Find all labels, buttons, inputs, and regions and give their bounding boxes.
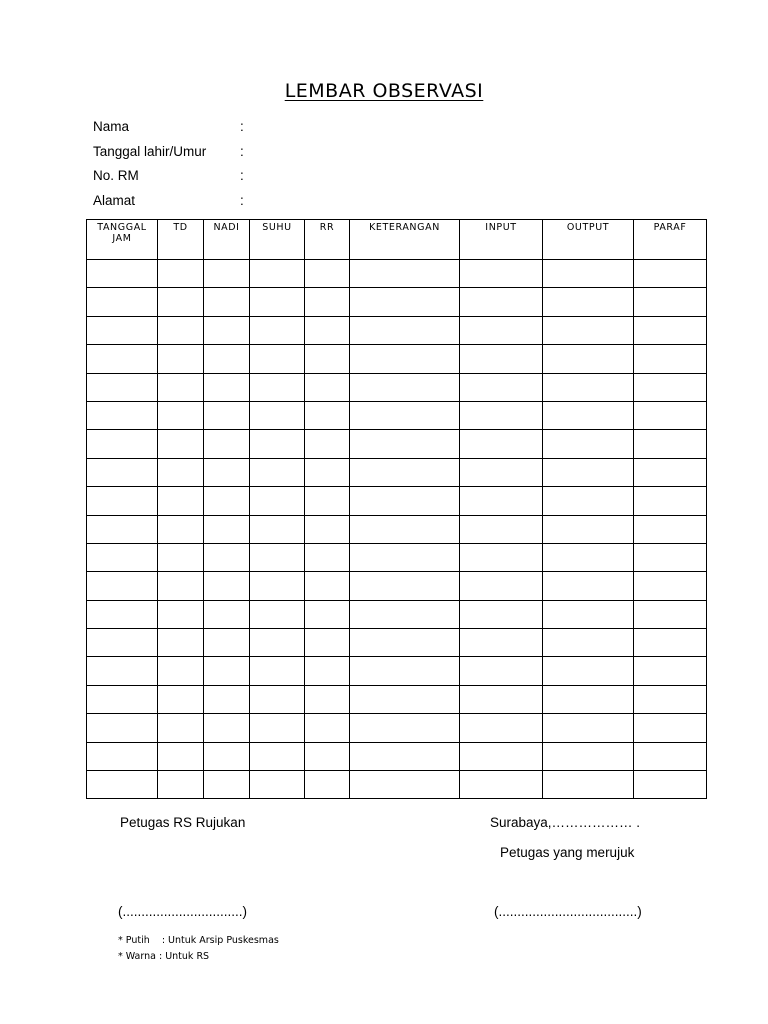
table-cell <box>350 316 460 344</box>
header-suhu: SUHU <box>250 220 305 260</box>
table-cell <box>158 685 204 713</box>
table-cell <box>158 771 204 799</box>
table-cell <box>543 430 634 458</box>
table-row <box>87 430 707 458</box>
table-cell <box>350 543 460 571</box>
table-cell <box>158 629 204 657</box>
table-cell <box>158 373 204 401</box>
table-cell <box>350 714 460 742</box>
table-cell <box>204 600 250 628</box>
table-cell <box>158 458 204 486</box>
table-cell <box>305 685 350 713</box>
table-cell <box>543 543 634 571</box>
table-row <box>87 288 707 316</box>
header-keterangan: KETERANGAN <box>350 220 460 260</box>
table-cell <box>634 260 707 288</box>
table-cell <box>204 260 250 288</box>
table-cell <box>634 345 707 373</box>
table-cell <box>305 373 350 401</box>
field-colon-no-rm: : <box>240 168 244 183</box>
table-row <box>87 714 707 742</box>
table-cell <box>250 572 305 600</box>
table-cell <box>543 600 634 628</box>
table-row <box>87 685 707 713</box>
table-cell <box>87 401 158 429</box>
table-cell <box>460 629 543 657</box>
table-cell <box>543 316 634 344</box>
petugas-yang-merujuk-label: Petugas yang merujuk <box>500 845 635 860</box>
table-cell <box>634 515 707 543</box>
table-cell <box>158 260 204 288</box>
table-cell <box>204 345 250 373</box>
table-cell <box>460 714 543 742</box>
table-cell <box>543 487 634 515</box>
table-cell <box>250 685 305 713</box>
table-cell <box>543 572 634 600</box>
table-cell <box>305 771 350 799</box>
table-row <box>87 260 707 288</box>
table-cell <box>350 373 460 401</box>
table-cell <box>350 401 460 429</box>
table-cell <box>305 742 350 770</box>
right-signature-line: (.....................................) <box>494 904 642 919</box>
table-cell <box>87 714 158 742</box>
table-cell <box>350 430 460 458</box>
petugas-rs-rujukan-label: Petugas RS Rujukan <box>120 815 246 830</box>
table-cell <box>87 572 158 600</box>
table-cell <box>87 543 158 571</box>
table-row <box>87 629 707 657</box>
table-cell <box>87 771 158 799</box>
table-cell <box>204 401 250 429</box>
table-cell <box>350 600 460 628</box>
table-cell <box>204 742 250 770</box>
table-cell <box>634 572 707 600</box>
table-cell <box>460 572 543 600</box>
table-cell <box>250 742 305 770</box>
table-row <box>87 401 707 429</box>
field-colon-tanggal-lahir: : <box>240 144 244 159</box>
table-cell <box>305 487 350 515</box>
header-output: OUTPUT <box>543 220 634 260</box>
table-cell <box>158 316 204 344</box>
table-cell <box>305 458 350 486</box>
table-cell <box>158 515 204 543</box>
table-cell <box>634 771 707 799</box>
table-cell <box>250 458 305 486</box>
table-row <box>87 487 707 515</box>
field-label-nama: Nama <box>93 119 130 134</box>
table-cell <box>158 572 204 600</box>
table-cell <box>543 714 634 742</box>
table-cell <box>204 685 250 713</box>
table-cell <box>543 657 634 685</box>
table-cell <box>460 685 543 713</box>
header-input: INPUT <box>460 220 543 260</box>
table-cell <box>305 657 350 685</box>
table-cell <box>158 487 204 515</box>
table-cell <box>460 260 543 288</box>
table-cell <box>158 742 204 770</box>
table-cell <box>204 288 250 316</box>
table-cell <box>250 260 305 288</box>
table-cell <box>158 288 204 316</box>
table-cell <box>350 458 460 486</box>
table-cell <box>87 742 158 770</box>
table-cell <box>305 288 350 316</box>
table-cell <box>634 600 707 628</box>
table-cell <box>350 288 460 316</box>
field-label-alamat: Alamat <box>93 193 136 208</box>
table-cell <box>305 629 350 657</box>
header-nadi: NADI <box>204 220 250 260</box>
table-cell <box>250 373 305 401</box>
table-cell <box>87 260 158 288</box>
left-signature-line: (................................) <box>118 904 248 919</box>
table-cell <box>305 543 350 571</box>
table-cell <box>460 316 543 344</box>
table-cell <box>460 657 543 685</box>
table-row <box>87 657 707 685</box>
table-cell <box>305 316 350 344</box>
table-cell <box>634 401 707 429</box>
table-row <box>87 316 707 344</box>
table-cell <box>250 345 305 373</box>
table-cell <box>634 714 707 742</box>
header-td: TD <box>158 220 204 260</box>
note-putih: * Putih : Untuk Arsip Puskesmas <box>118 935 279 946</box>
table-cell <box>87 600 158 628</box>
table-cell <box>158 600 204 628</box>
table-cell <box>158 543 204 571</box>
city-date-line: Surabaya,……………… . <box>490 815 641 830</box>
table-cell <box>460 430 543 458</box>
table-cell <box>634 543 707 571</box>
table-cell <box>634 373 707 401</box>
table-row <box>87 742 707 770</box>
table-cell <box>543 260 634 288</box>
table-cell <box>158 401 204 429</box>
table-cell <box>460 487 543 515</box>
table-cell <box>204 572 250 600</box>
table-cell <box>460 515 543 543</box>
table-cell <box>87 458 158 486</box>
table-cell <box>250 288 305 316</box>
table-cell <box>634 430 707 458</box>
field-colon-nama: : <box>240 119 244 134</box>
table-cell <box>634 288 707 316</box>
table-cell <box>634 629 707 657</box>
table-cell <box>158 657 204 685</box>
observation-table <box>86 219 707 799</box>
table-cell <box>158 345 204 373</box>
table-cell <box>634 487 707 515</box>
table-cell <box>87 316 158 344</box>
table-row <box>87 771 707 799</box>
table-cell <box>204 487 250 515</box>
table-cell <box>543 373 634 401</box>
table-cell <box>543 458 634 486</box>
table-cell <box>305 430 350 458</box>
table-cell <box>305 600 350 628</box>
table-cell <box>350 657 460 685</box>
table-cell <box>305 714 350 742</box>
table-cell <box>634 742 707 770</box>
table-cell <box>87 629 158 657</box>
table-body <box>87 260 707 799</box>
table-row <box>87 345 707 373</box>
table-cell <box>87 515 158 543</box>
header-rr: RR <box>305 220 350 260</box>
table-cell <box>204 714 250 742</box>
table-cell <box>350 487 460 515</box>
table-header-row <box>87 220 707 260</box>
table-cell <box>305 401 350 429</box>
field-label-tanggal-lahir: Tanggal lahir/Umur <box>93 144 207 159</box>
table-cell <box>543 685 634 713</box>
table-cell <box>305 345 350 373</box>
table-cell <box>460 458 543 486</box>
header-paraf: PARAF <box>634 220 707 260</box>
table-cell <box>158 430 204 458</box>
table-cell <box>543 401 634 429</box>
table-row <box>87 458 707 486</box>
table-cell <box>350 629 460 657</box>
table-cell <box>350 345 460 373</box>
table-cell <box>250 316 305 344</box>
table-row <box>87 572 707 600</box>
table-cell <box>250 487 305 515</box>
table-cell <box>460 600 543 628</box>
table-cell <box>460 742 543 770</box>
table-cell <box>350 742 460 770</box>
table-cell <box>350 260 460 288</box>
table-cell <box>634 458 707 486</box>
table-cell <box>204 515 250 543</box>
table-row <box>87 515 707 543</box>
table-cell <box>543 288 634 316</box>
table-cell <box>543 629 634 657</box>
table-cell <box>87 487 158 515</box>
table-cell <box>305 515 350 543</box>
table-cell <box>460 288 543 316</box>
table-cell <box>460 373 543 401</box>
page-title <box>0 80 768 102</box>
table-cell <box>305 260 350 288</box>
table-cell <box>250 657 305 685</box>
table-row <box>87 543 707 571</box>
table-cell <box>250 629 305 657</box>
table-row <box>87 600 707 628</box>
field-colon-alamat: : <box>240 193 244 208</box>
table-cell <box>634 657 707 685</box>
table-cell <box>543 742 634 770</box>
header-tanggal-jam: TANGGAL JAM <box>87 220 158 260</box>
table-cell <box>350 685 460 713</box>
table-cell <box>250 430 305 458</box>
table-cell <box>634 316 707 344</box>
table-cell <box>350 572 460 600</box>
note-warna: * Warna : Untuk RS <box>118 951 210 962</box>
table-cell <box>350 515 460 543</box>
table-cell <box>305 572 350 600</box>
table-cell <box>204 629 250 657</box>
table-cell <box>87 657 158 685</box>
table-cell <box>543 345 634 373</box>
table-cell <box>543 771 634 799</box>
table-cell <box>204 430 250 458</box>
table-cell <box>250 401 305 429</box>
table-cell <box>87 373 158 401</box>
table-cell <box>250 771 305 799</box>
table-cell <box>87 685 158 713</box>
table-cell <box>204 543 250 571</box>
table-cell <box>204 657 250 685</box>
table-cell <box>204 373 250 401</box>
table-cell <box>460 771 543 799</box>
table-cell <box>87 288 158 316</box>
table-cell <box>460 401 543 429</box>
field-label-no-rm: No. RM <box>93 168 139 183</box>
table-cell <box>634 685 707 713</box>
table-cell <box>87 430 158 458</box>
table-row <box>87 373 707 401</box>
table-cell <box>543 515 634 543</box>
table-cell <box>250 600 305 628</box>
table-cell <box>158 714 204 742</box>
table-cell <box>250 543 305 571</box>
table-cell <box>350 771 460 799</box>
table-cell <box>204 458 250 486</box>
table-cell <box>250 515 305 543</box>
table-cell <box>460 345 543 373</box>
table-cell <box>250 714 305 742</box>
table-cell <box>204 771 250 799</box>
table-cell <box>204 316 250 344</box>
page-title-text: LEMBAR OBSERVASI <box>284 80 484 102</box>
table-cell <box>460 543 543 571</box>
table-cell <box>87 345 158 373</box>
